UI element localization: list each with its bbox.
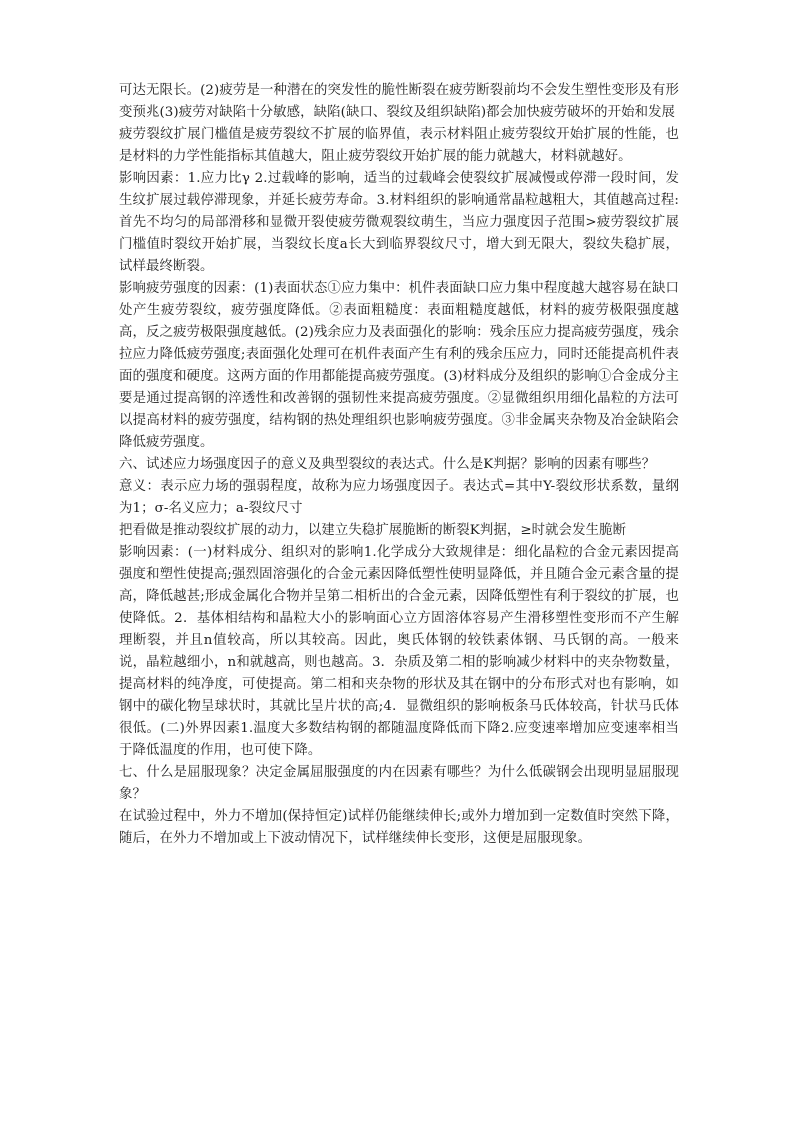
paragraph-yield-phenomenon: 在试验过程中，外力不增加(保持恒定)试样仍能继续伸长;或外力增加到一定数值时突然下降，随后，在外力不增加或上下波动情况下，试样继续伸长变形，这便是屈服现象。 <box>119 809 679 846</box>
paragraph-threshold-factors: 影响因素：1.应力比γ 2.过载峰的影响，适当的过载峰会使裂纹扩展减慢或停滞一段时间，发生纹扩展过载停滞现象，并延长疲劳寿命。3.材料组织的影响通常晶粒越粗大，其值越高过程:首先不均匀的局部滑移和显微开裂使疲劳微观裂纹萌生，当应力强度因子范围>疲劳裂纹扩展门槛值时裂纹开始扩展，当裂纹长度a长大到临界裂纹尺寸，增大到无限大，裂纹失稳扩展，试样最终断裂。 <box>119 171 679 274</box>
document-page <box>119 80 679 850</box>
paragraph-fatigue-strength-factors: 影响疲劳强度的因素：(1)表面状态①应力集中：机件表面缺口应力集中程度越大越容易在缺口处产生疲劳裂纹，疲劳强度降低。②表面粗糙度：表面粗糙度越低，材料的疲劳极限强度越高，反之疲劳极限强度越低。(2)残余应力及表面强化的影响：残余压应力提高疲劳强度，残余拉应力降低疲劳强度;表面强化处理可在机件表面产生有利的残余压应力，同时还能提高机件表面的强度和硬度。这两方面的作用都能提高疲劳强度。(3)材料成分及组织的影响①合金成分主要是通过提高钢的淬透性和改善钢的强韧性来提高疲劳强度。②显微组织用细化晶粒的方法可以提高材料的疲劳强度，结构钢的热处理组织也影响疲劳强度。③非金属夹杂物及冶金缺陷会降低疲劳强度。 <box>119 281 679 450</box>
paragraph-stress-intensity-meaning: 意义：表示应力场的强弱程度，故称为应力场强度因子。表达式=其中Y-裂纹形状系数，量纲为1；σ-名义应力；a-裂纹尺寸 <box>119 479 679 516</box>
paragraph-fatigue-features: 可达无限长。(2)疲劳是一种潜在的突发性的脆性断裂在疲劳断裂前均不会发生塑性变形及有形变预兆(3)疲劳对缺陷十分敏感，缺陷(缺口、裂纹及组织缺陷)都会加快疲劳破坏的开始和发展 <box>119 83 679 120</box>
paragraph-toughness-factors: 影响因素：(一)材料成分、组织对的影响1.化学成分大致规律是：细化晶粒的合金元素因提高强度和塑性使提高;强烈固溶强化的合金元素因降低塑性使明显降低，并且随合金元素含量的提高，降低越甚;形成金属化合物并呈第二相析出的合金元素，因降低塑性有利于裂纹的扩展，也使降低。2．基体相结构和晶粒大小的影响面心立方固溶体容易产生滑移塑性变形而不产生解理断裂，并且n值较高，所以其较高。因此，奥氏体钢的较铁素体钢、马氏钢的高。一般来说，晶粒越细小，n和就越高，则也越高。3．杂质及第二相的影响减少材料中的夹杂物数量，提高材料的纯净度，可使提高。第二相和夹杂物的形状及其在钢中的分布形式对也有影响，如钢中的碳化物呈球状时，其就比呈片状的高;4．显微组织的影响板条马氏体较高，针状马氏体很低。(二)外界因素1.温度大多数结构钢的都随温度降低而下降2.应变速率增加应变速率相当于降低温度的作用，也可使下降。 <box>119 545 679 758</box>
paragraph-k-criterion: 把看做是推动裂纹扩展的动力，以建立失稳扩展脆断的断裂K判据，≥时就会发生脆断 <box>119 523 627 538</box>
heading-question-six: 六、试述应力场强度因子的意义及典型裂纹的表达式。什么是K判据？影响的因素有哪些？ <box>119 457 656 472</box>
paragraph-crack-threshold: 疲劳裂纹扩展门槛值是疲劳裂纹不扩展的临界值，表示材料阻止疲劳裂纹开始扩展的性能，也是材料的力学性能指标其值越大，阻止疲劳裂纹开始扩展的能力就越大，材料就越好。 <box>119 127 679 164</box>
heading-question-seven: 七、什么是屈服现象？决定金属屈服强度的内在因素有哪些？为什么低碳钢会出现明显屈服现象？ <box>119 765 679 802</box>
